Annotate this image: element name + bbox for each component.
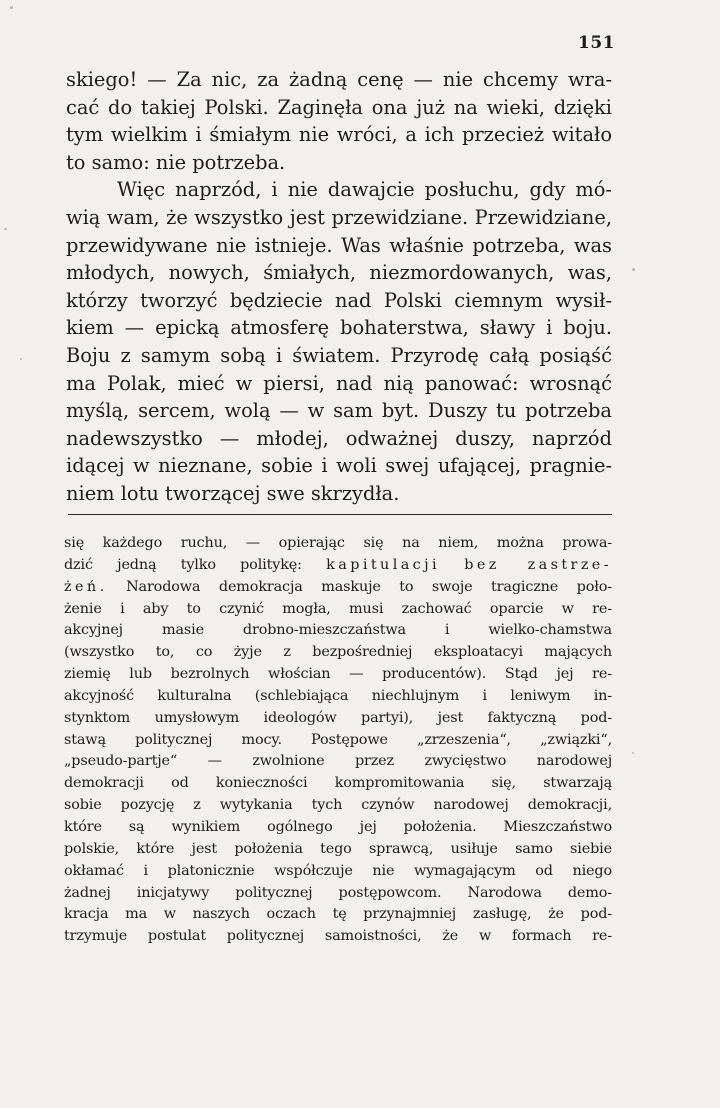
text-line: młodych, nowych, śmiałych, niezmordowanych, was, xyxy=(66,261,612,285)
text-line: przewidywane nie istnieje. Was właśnie potrzeba, was xyxy=(66,233,612,257)
footnote-line: polskie, które jest położenia tego sprawcą, usiłuje samo siebie xyxy=(64,840,612,857)
text-line: skiego! — Za nic, za żadną cenę — nie chcemy wra- xyxy=(66,68,612,91)
footnote-line: akcyjność kulturalna (schlebiająca niechlujnym i leniwym in- xyxy=(64,687,612,704)
text-line: nadewszystko — młodej, odważnej duszy, naprzód xyxy=(66,426,612,450)
text-line: cać do takiej Polski. Zaginęła ona już na wieki, dzięki xyxy=(66,95,612,119)
footnote-line: stawą politycznej mocy. Postępowe „zrzeszenia“, „związki“, xyxy=(64,731,612,748)
page-number: 151 xyxy=(578,33,615,53)
footnote-line xyxy=(64,555,612,577)
text-line: kiem — epicką atmosferę bohaterstwa, sławy i boju. xyxy=(66,316,612,340)
spaced-emphasis: żeń. xyxy=(64,578,108,595)
spaced-emphasis: bez zastrze- xyxy=(464,556,612,573)
spaced-emphasis: kapitulacji xyxy=(326,556,440,573)
paper-speck xyxy=(10,6,13,9)
footnote-line: które są wynikiem ogólnego jej położenia. Mieszczaństwo xyxy=(64,818,612,835)
text-line: niem lotu tworzącej swe skrzydła. xyxy=(66,481,400,505)
footnote-line: (wszystko to, co żyje z bezpośredniej eksploatacyi mających xyxy=(64,644,612,661)
text-line: tym wielkim i śmiałym nie wróci, a ich przecież witało xyxy=(66,123,612,147)
footnote-text: Narodowa demokracja maskuje to swoje tragiczne poło- xyxy=(126,578,612,595)
paper-speck xyxy=(20,358,22,360)
footnote-separator xyxy=(68,514,612,515)
text-line: to samo: nie potrzeba. xyxy=(66,150,286,174)
footnote-line: „pseudo-partje“ — zwolnione przez zwycięstwo narodowej xyxy=(64,753,612,770)
main-text xyxy=(66,66,612,508)
paper-speck xyxy=(632,268,635,271)
footnote-line: sobie pozycję z wytykania tych czynów narodowej demokracji, xyxy=(64,797,612,814)
paper-speck xyxy=(4,228,7,230)
footnote xyxy=(64,533,612,948)
footnote-text: dzić jedną tylko politykę: xyxy=(64,556,302,573)
footnote-line: okłamać i platonicznie współczuje nie wymagającym od niego xyxy=(64,862,612,879)
footnote-line: stynktom umysłowym ideologów partyi), jest faktyczną pod- xyxy=(64,709,612,726)
text-line: wią wam, że wszystko jest przewidziane. Przewidziane, xyxy=(66,205,612,229)
footnote-line: demokracji od konieczności kompromitowania się, stwarzają xyxy=(64,775,612,792)
footnote-line xyxy=(64,577,612,599)
footnote-line: kracja ma w naszych oczach tę przynajmniej zasługę, że pod- xyxy=(64,906,612,923)
paper-speck xyxy=(632,752,634,754)
footnote-line: żadnej inicjatywy politycznej postępowcom. Narodowa demo- xyxy=(64,884,612,901)
text-line: idącej w nieznane, sobie i woli swej ufającej, pragnie- xyxy=(66,454,612,478)
text-line: Boju z samym sobą i światem. Przyrodę całą posiąść xyxy=(66,343,612,367)
text-line: Więc naprzód, i nie dawajcie posłuchu, gdy mó- xyxy=(117,178,612,202)
footnote-line: trzymuje postulat politycznej samoistności, że w formach re- xyxy=(64,928,612,945)
text-line: myślą, sercem, wolą — w sam byt. Duszy tu potrzeba xyxy=(66,399,612,423)
footnote-line: żenie i aby to czynić mogła, musi zachować oparcie w re- xyxy=(64,600,612,617)
text-line: którzy tworzyć będziecie nad Polski ciemnym wysił- xyxy=(66,288,612,312)
footnote-line: się każdego ruchu, — opierając się na niem, można prowa- xyxy=(64,535,612,551)
footnote-line: ziemię lub bezrolnych włościan — producentów). Stąd jej re- xyxy=(64,666,612,683)
footnote-line: akcyjnej masie drobno-mieszczaństwa i wielko-chamstwa xyxy=(64,622,612,639)
text-line: ma Polak, mieć w piersi, nad nią panować: wrosnąć xyxy=(66,371,612,395)
